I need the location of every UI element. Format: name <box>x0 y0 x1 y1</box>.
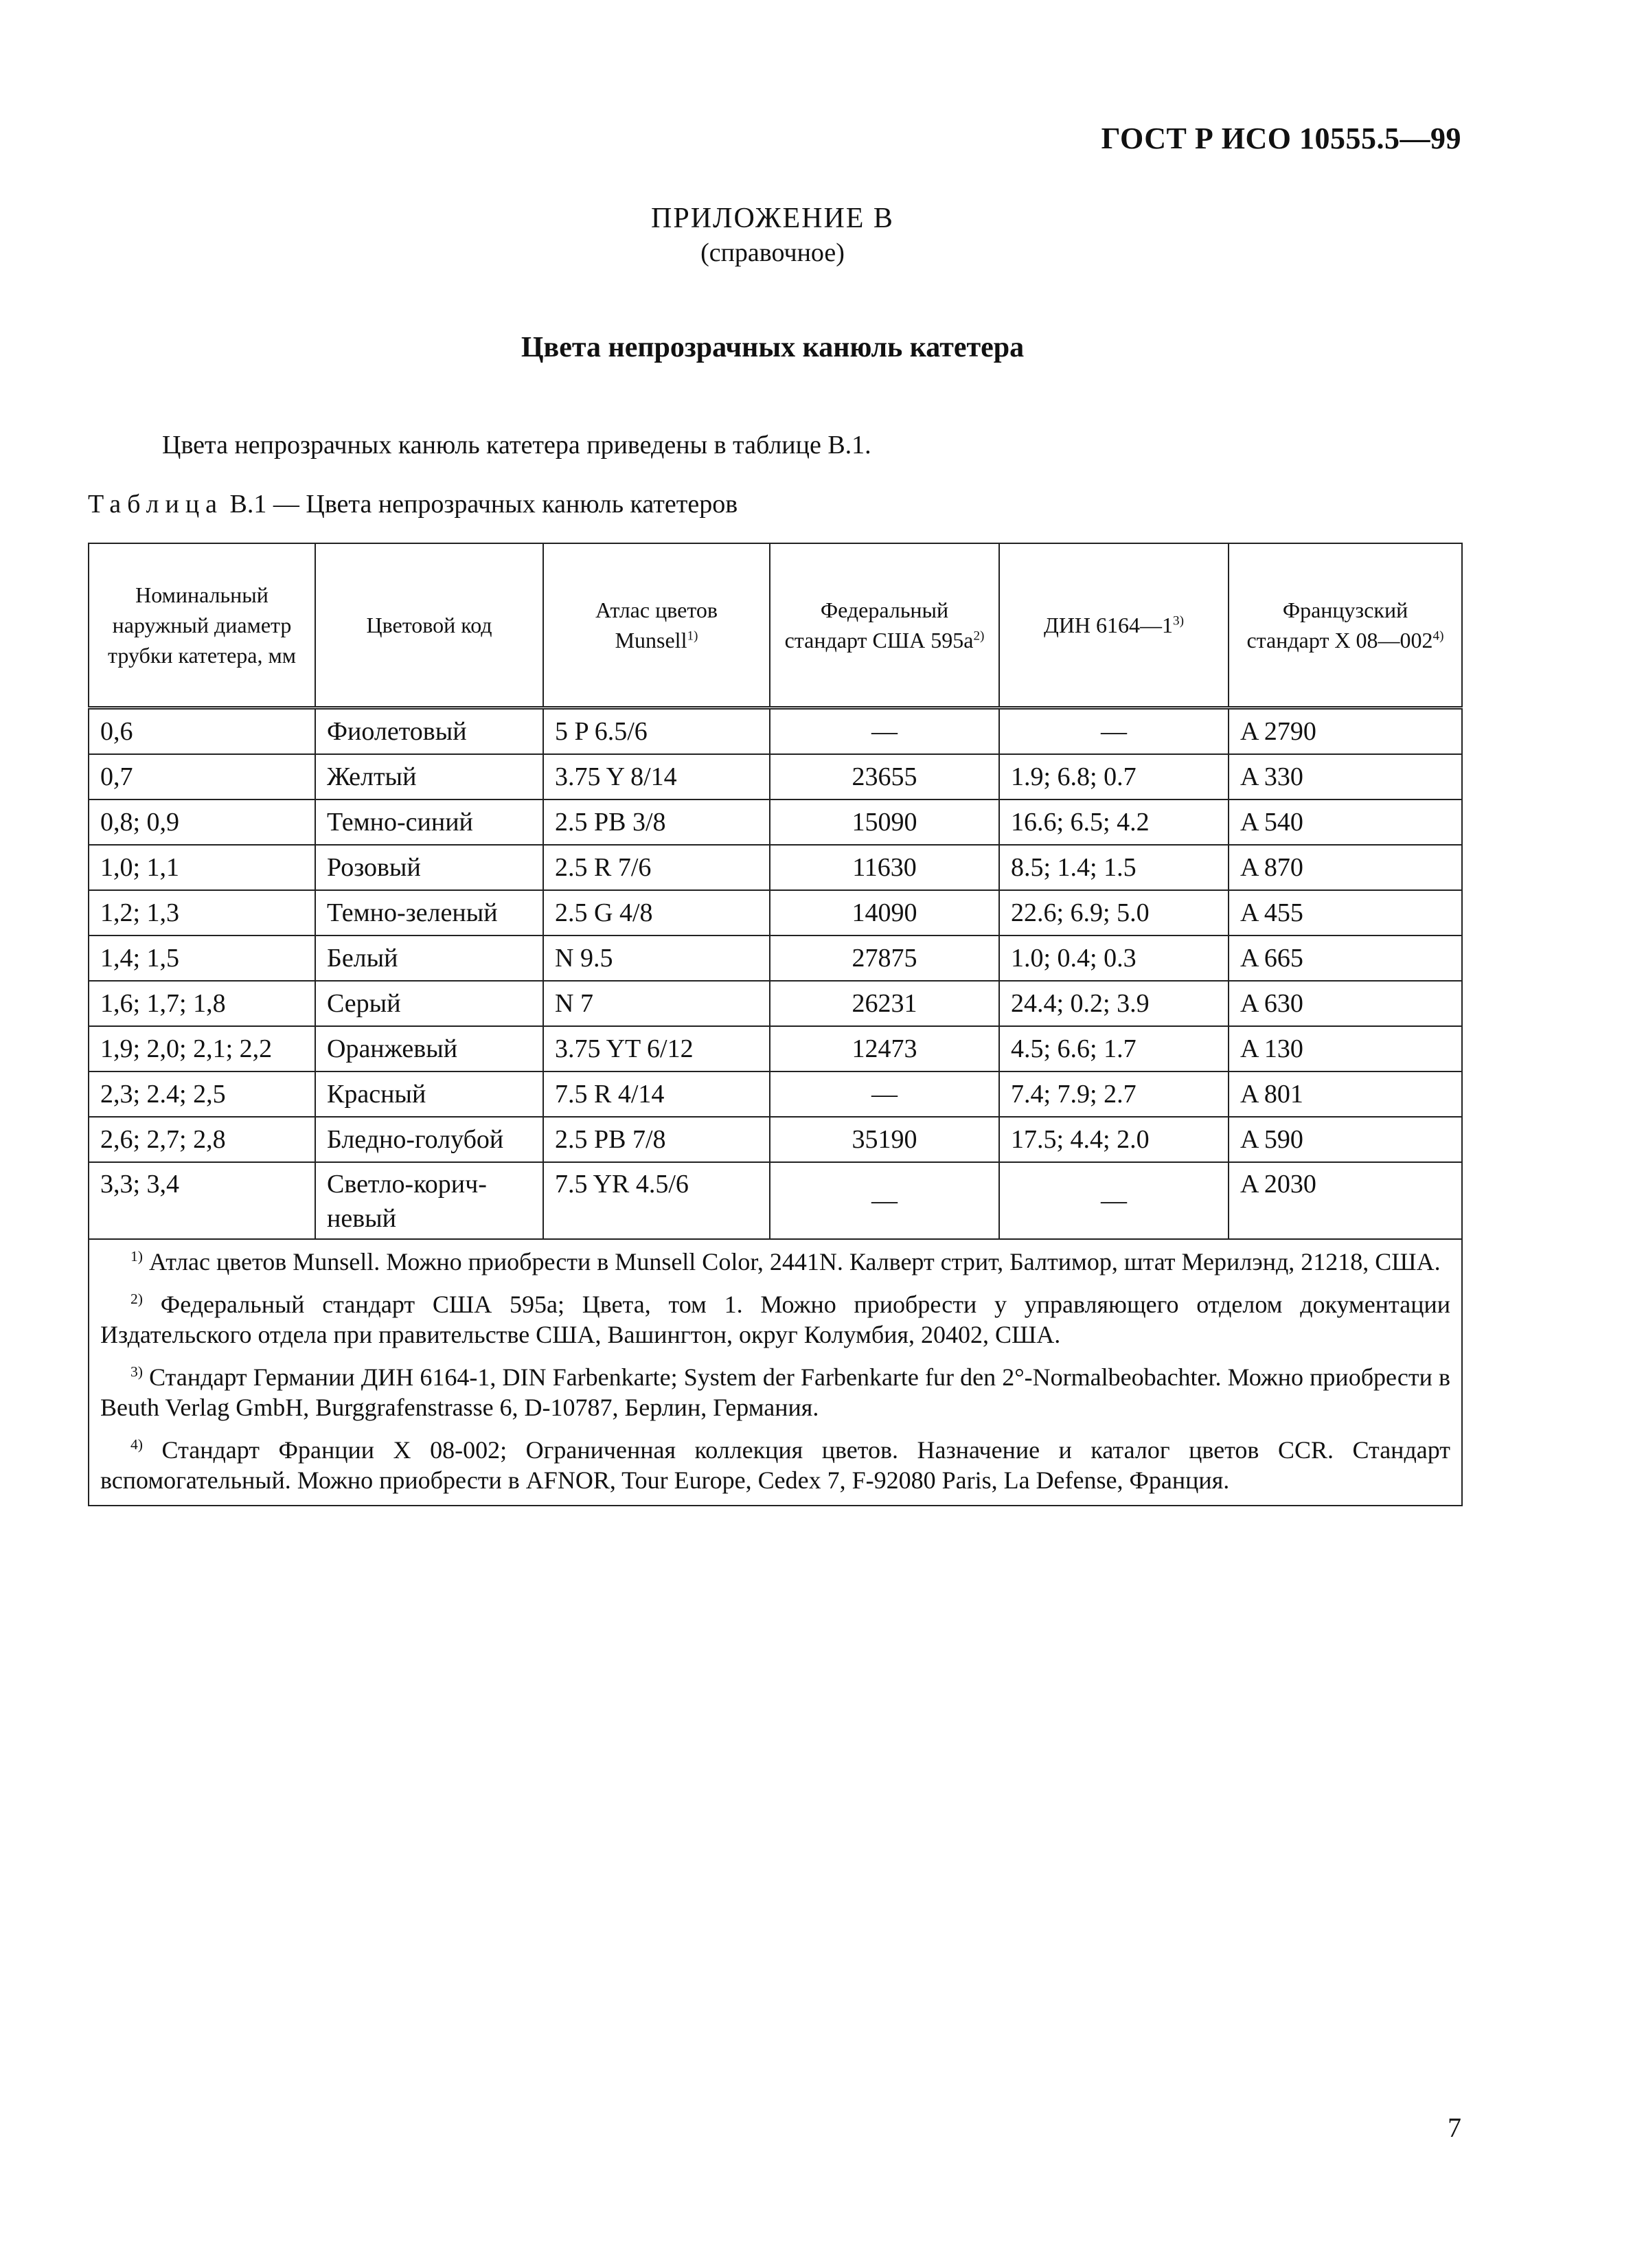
table-header-cell <box>770 543 999 708</box>
footnotes-row <box>89 1239 1462 1506</box>
table-cell: 7.4; 7.9; 2.7 <box>999 1071 1229 1117</box>
table-cell: Желтый <box>315 754 543 800</box>
footnote-text: Федеральный стандарт США 595а; Цвета, том 1. Можно приобрести у управляющего отделом документации Издательского отдела при правительстве США, Вашингтон, округ Колумбия, 20402, США. <box>100 1291 1450 1348</box>
table-cell: 4.5; 6.6; 1.7 <box>999 1026 1229 1071</box>
table-caption <box>88 489 738 519</box>
table-row <box>89 800 1462 845</box>
table-cell: 1,6; 1,7; 1,8 <box>89 981 315 1026</box>
table-cell: Бледно-голубой <box>315 1117 543 1162</box>
annex-subtitle: (справочное) <box>700 238 845 267</box>
table-cell: Темно-зеленый <box>315 890 543 935</box>
table-cell: 3.75 Y 8/14 <box>543 754 770 800</box>
table-cell: 26231 <box>770 981 999 1026</box>
footnote-mark: 2) <box>973 628 985 644</box>
footnote-text: Стандарт Германии ДИН 6164-1, DIN Farbenkarte; System der Farbenkarte fur den 2°-Normalbeobachter. Можно приобрести в Beuth Verlag GmbH, Burggrafenstrasse 6, D-10787, Берлин, Германия. <box>100 1363 1451 1421</box>
table-cell: Красный <box>315 1071 543 1117</box>
table-cell: 17.5; 4.4; 2.0 <box>999 1117 1229 1162</box>
table-cell: A 130 <box>1229 1026 1462 1071</box>
table-cell: 2,3; 2.4; 2,5 <box>89 1071 315 1117</box>
table-cell: 3.75 YT 6/12 <box>543 1026 770 1071</box>
table-cell: N 7 <box>543 981 770 1026</box>
table-cell: 3,3; 3,4 <box>89 1162 315 1239</box>
table-header-row <box>89 543 1462 708</box>
table-header-cell <box>543 543 770 708</box>
table-cell: 1.0; 0.4; 0.3 <box>999 935 1229 981</box>
table-header-cell <box>315 543 543 708</box>
table-cell: 0,6 <box>89 708 315 755</box>
table-cell: A 455 <box>1229 890 1462 935</box>
table-caption-text: В.1 — Цвета непрозрачных канюль катетеров <box>229 490 738 519</box>
colors-table <box>88 543 1463 1506</box>
table-row <box>89 845 1462 890</box>
footnote-mark: 2) <box>130 1291 143 1307</box>
annex-title: ПРИЛОЖЕНИЕ В <box>651 203 894 234</box>
table-cell: 1,9; 2,0; 2,1; 2,2 <box>89 1026 315 1071</box>
table-row <box>89 1071 1462 1117</box>
header-text: Федеральный стандарт США 595a <box>784 598 974 653</box>
table-row <box>89 890 1462 935</box>
table-body <box>89 708 1462 1240</box>
table-cell: A 590 <box>1229 1117 1462 1162</box>
table-row <box>89 1026 1462 1071</box>
table-cell: A 540 <box>1229 800 1462 845</box>
table-cell: Белый <box>315 935 543 981</box>
footnote <box>100 1435 1450 1495</box>
table-row <box>89 935 1462 981</box>
table-row <box>89 754 1462 800</box>
table-cell: A 2030 <box>1229 1162 1462 1239</box>
table-row <box>89 1162 1462 1239</box>
table-cell: — <box>770 1162 999 1239</box>
table-row <box>89 1117 1462 1162</box>
table-cell: A 870 <box>1229 845 1462 890</box>
intro-paragraph: Цвета непрозрачных канюль катетера приведены в таблице В.1. <box>162 431 871 460</box>
table-cell: — <box>999 1162 1229 1239</box>
table-cell: — <box>770 1071 999 1117</box>
table-cell: N 9.5 <box>543 935 770 981</box>
table-cell: 11630 <box>770 845 999 890</box>
table-caption-label: Таблица <box>88 490 224 519</box>
table-cell: 15090 <box>770 800 999 845</box>
table-cell: 2.5 G 4/8 <box>543 890 770 935</box>
table-cell: Оранжевый <box>315 1026 543 1071</box>
table-cell: 23655 <box>770 754 999 800</box>
footnote-mark: 1) <box>130 1248 143 1265</box>
table-cell: 5 P 6.5/6 <box>543 708 770 755</box>
footnote-mark: 3) <box>1173 613 1185 628</box>
footnote-mark: 4) <box>130 1436 143 1453</box>
table-cell: 27875 <box>770 935 999 981</box>
table-cell: 35190 <box>770 1117 999 1162</box>
table-header-cell <box>1229 543 1462 708</box>
page-number: 7 <box>1448 2112 1461 2143</box>
table-cell: Серый <box>315 981 543 1026</box>
table-cell: 0,8; 0,9 <box>89 800 315 845</box>
table-header-cell <box>999 543 1229 708</box>
table-cell: Фиолетовый <box>315 708 543 755</box>
table-row <box>89 981 1462 1026</box>
table-cell: 2.5 PB 7/8 <box>543 1117 770 1162</box>
section-heading: Цвета непрозрачных канюль катетера <box>521 332 1025 363</box>
table-cell: Темно-синий <box>315 800 543 845</box>
footnotes <box>89 1239 1462 1506</box>
table-cell: A 801 <box>1229 1071 1462 1117</box>
footnote-text: Атлас цветов Munsell. Можно приобрести в Munsell Color, 2441N. Калверт стрит, Балтимор, штат Мерилэнд, 21218, США. <box>149 1248 1441 1275</box>
footnote-mark: 3) <box>130 1363 143 1380</box>
header-text: Номинальный наружный диаметр трубки катетера, мм <box>108 582 296 668</box>
header-text: Цветовой код <box>366 613 492 637</box>
footnote-text: Стандарт Франции X 08-002; Ограниченная коллекция цветов. Назначение и каталог цветов CCR. Стандарт вспомогательный. Можно приобрести в AFNOR, Tour Europe, Cedex 7, F-92080 Paris, La Defense, Франция. <box>100 1436 1451 1494</box>
table-cell: 2,6; 2,7; 2,8 <box>89 1117 315 1162</box>
footnote-mark: 1) <box>687 628 698 644</box>
table-cell: — <box>999 708 1229 755</box>
table-cell: Розовый <box>315 845 543 890</box>
header-text: ДИН 6164—1 <box>1043 613 1174 637</box>
table-header-cell <box>89 543 315 708</box>
table-cell: 24.4; 0.2; 3.9 <box>999 981 1229 1026</box>
footnote <box>100 1289 1450 1350</box>
footnote <box>100 1247 1450 1277</box>
table-cell: 1,2; 1,3 <box>89 890 315 935</box>
table-cell: 22.6; 6.9; 5.0 <box>999 890 1229 935</box>
header-text: Атлас цветов Munsell <box>595 598 718 653</box>
table-cell: 8.5; 1.4; 1.5 <box>999 845 1229 890</box>
table-cell: A 665 <box>1229 935 1462 981</box>
header-text: Французский стандарт X 08—002 <box>1246 598 1433 653</box>
table-cell: 7.5 YR 4.5/6 <box>543 1162 770 1239</box>
table-cell: A 2790 <box>1229 708 1462 755</box>
table-cell: 1.9; 6.8; 0.7 <box>999 754 1229 800</box>
footnote <box>100 1362 1450 1422</box>
table-cell: 0,7 <box>89 754 315 800</box>
table-cell: A 630 <box>1229 981 1462 1026</box>
standard-code: ГОСТ Р ИСО 10555.5—99 <box>1101 122 1461 155</box>
table-cell: A 330 <box>1229 754 1462 800</box>
table-cell: 14090 <box>770 890 999 935</box>
table-cell: 2.5 PB 3/8 <box>543 800 770 845</box>
table-cell: 1,4; 1,5 <box>89 935 315 981</box>
table-cell: Светло-корич-невый <box>315 1162 543 1239</box>
table-row <box>89 708 1462 755</box>
table-cell: 12473 <box>770 1026 999 1071</box>
table-cell: 16.6; 6.5; 4.2 <box>999 800 1229 845</box>
table-cell: 1,0; 1,1 <box>89 845 315 890</box>
table-cell: 2.5 R 7/6 <box>543 845 770 890</box>
table-cell: — <box>770 708 999 755</box>
table-cell: 7.5 R 4/14 <box>543 1071 770 1117</box>
footnote-mark: 4) <box>1432 628 1444 644</box>
